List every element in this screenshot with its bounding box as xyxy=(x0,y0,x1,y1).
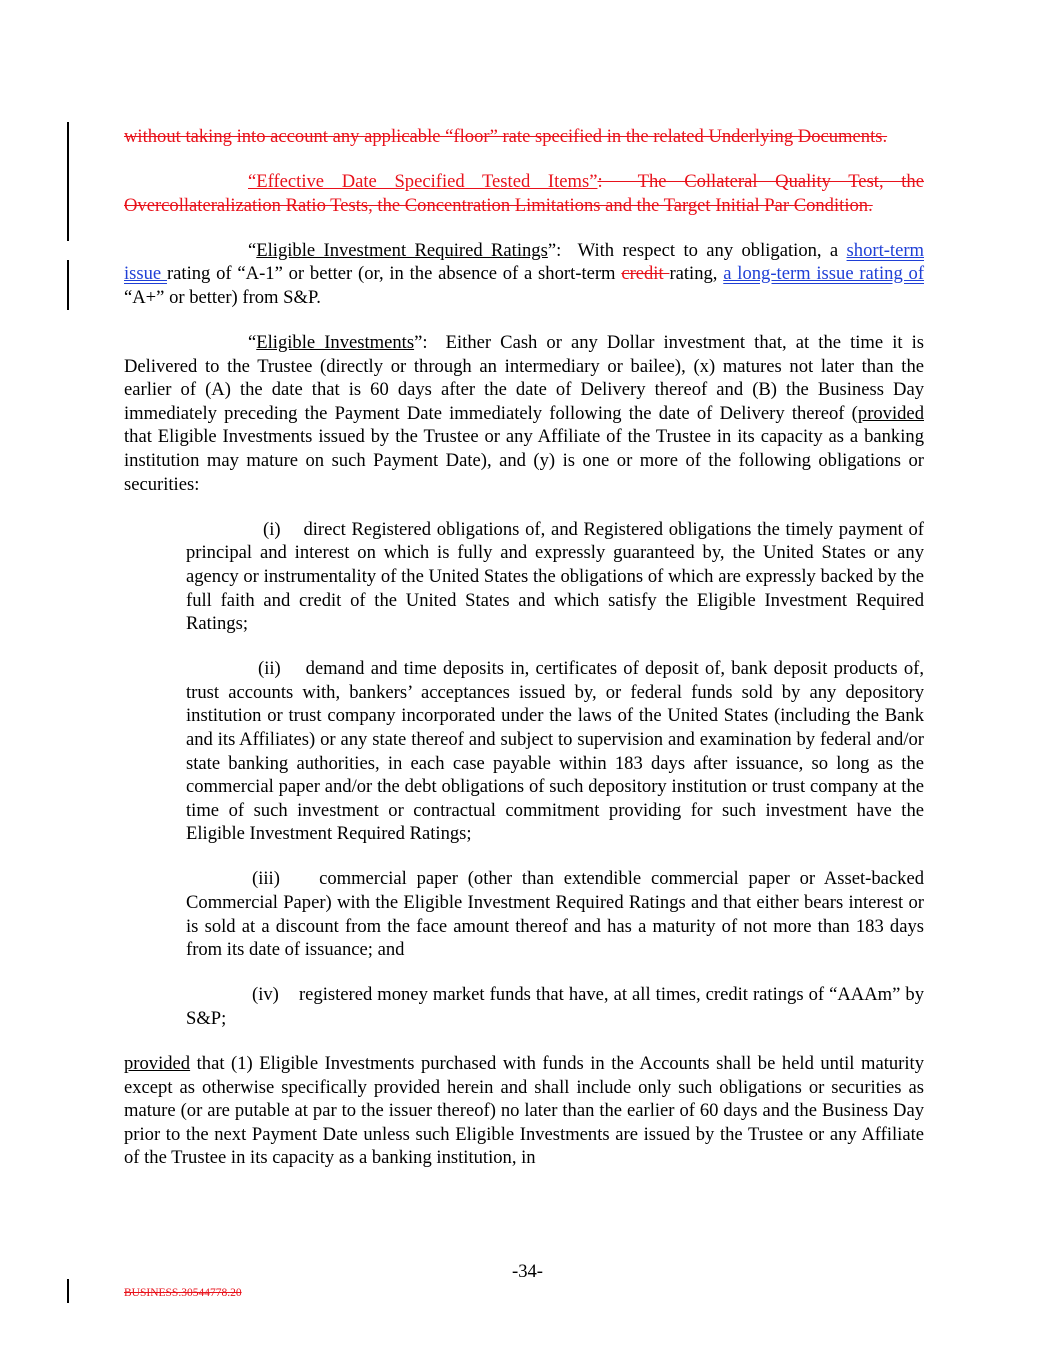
item-text: commercial paper (other than extendible commercial paper or Asset-backed Commercial Paper) with the Eligible Investment Required Ratings and that either bears interest or is sold at a discount from the face amount thereof and has a maturity of not more than 183 days from its date of issuance; and xyxy=(186,868,925,961)
deleted-text: without taking into account any applicable “floor” rate specified in the related Underlying Documents. xyxy=(124,126,888,147)
defined-term: Eligible Investment Required Ratings xyxy=(256,239,548,261)
text: ”: With respect to any obligation, a xyxy=(547,239,847,261)
defined-term: Eligible Investments xyxy=(256,332,415,354)
deleted-text: credit xyxy=(621,263,670,285)
item-number: (iv) xyxy=(252,984,279,1006)
list-item xyxy=(186,518,924,636)
item-text: direct Registered obligations of, and Registered obligations the timely payment of principal and interest on which is fully and expressly guaranteed by, the United States or any agency or instrumentality of the United States the obligations of which are expressly backed by the full faith and credit of the United States and which satisfy the Eligible Investment Required Ratings; xyxy=(186,518,925,635)
change-bar xyxy=(67,167,69,241)
text: rating, xyxy=(669,263,724,285)
deleted-defined-term: “Effective Date Specified Tested Items” xyxy=(248,171,598,193)
document-page xyxy=(124,125,924,1191)
provided-paragraph xyxy=(124,1052,924,1170)
text: “A+” or better) from S&P. xyxy=(124,286,321,308)
text: ”: Either Cash or any Dollar investment that, at the time it is Delivered to the Trustee (directly or through an intermediary or bailee), (x) matures not later than the earlier of (A) the date that is 60 days after the date of Delivery thereof and (B) the Business Day immediately preceding the Payment Date immediately following the date of Delivery thereof ( xyxy=(124,332,925,424)
item-number: (i) xyxy=(263,518,281,540)
quote: “ xyxy=(248,239,257,261)
text: that (1) Eligible Investments purchased with funds in the Accounts shall be held until maturity except as otherwise specifically provided herein and shall include only such obligations or securities as mature (or are putable at par to the issuer thereof) no later than the earlier of 60 days and the Business Day prior to the next Payment Date unless such Eligible Investments are issued by the Trustee or any Affiliate of the Trustee in its capacity as a banking institution, in xyxy=(124,1053,924,1169)
deleted-paragraph-floor-rate xyxy=(124,125,924,149)
inserted-text: a long-term issue rating of xyxy=(723,263,925,285)
deleted-definition-effective-date xyxy=(124,170,924,217)
provided-term: provided xyxy=(857,402,924,424)
change-bar xyxy=(67,1279,69,1303)
list-item xyxy=(186,867,924,961)
list-item xyxy=(186,657,924,846)
inserted-text: short-term issue xyxy=(124,239,924,285)
page-number: -34- xyxy=(512,1261,543,1282)
item-text: demand and time deposits in, certificates of deposit of, bank deposit products of, trust accounts with, bankers’ acceptances issued by, or federal funds sold by any depository institution or trust company incorporated under the laws of the United States (including the Bank and its Affiliates) or any state thereof and subject to supervision and examination by federal and/or state banking authorities, in each case payable within 183 days after issuance, so long as the commercial paper and/or the debt obligations of such depository institution or trust company at the time of such investment or contractual commitment providing for such investment have the Eligible Investment Required Ratings; xyxy=(186,658,924,845)
deleted-text: : The Collateral Quality Test, the Overcollateralization Ratio Tests, the Concentration Limitations and the Target Initial Par Condition. xyxy=(124,171,924,216)
quote: “ xyxy=(248,332,257,354)
text: rating of “A-1” or better (or, in the absence of a short-term xyxy=(166,263,622,285)
footer-document-id: BUSINESS.30544778.20 xyxy=(124,1287,242,1299)
text: that Eligible Investments issued by the Trustee or any Affiliate of the Trustee in its capacity as a banking institution may mature on such Payment Date), and (y) is one or more of the following obligations or securities: xyxy=(124,426,924,495)
definition-eligible-investment-required-ratings xyxy=(124,239,924,310)
item-text: registered money market funds that have, at all times, credit ratings of “AAAm” by S&P; xyxy=(186,984,924,1029)
provided-term: provided xyxy=(124,1053,191,1074)
item-number: (ii) xyxy=(258,658,281,680)
change-bar xyxy=(67,260,69,310)
definition-eligible-investments xyxy=(124,331,924,496)
list-item xyxy=(186,983,924,1030)
item-number: (iii) xyxy=(252,868,280,890)
